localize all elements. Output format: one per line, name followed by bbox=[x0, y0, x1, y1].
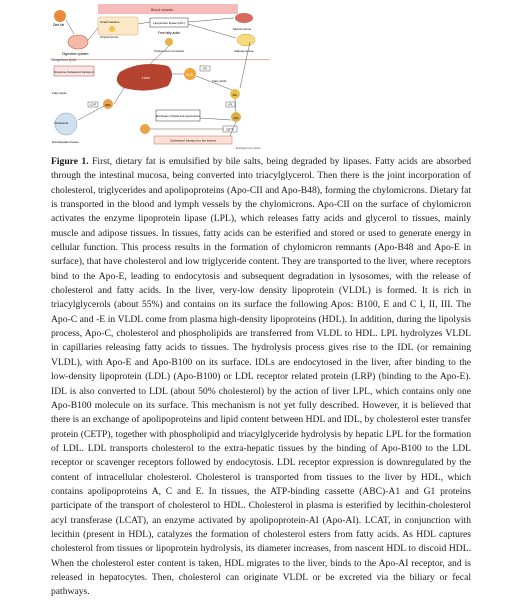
exchange-label: Exchange of lipids and apoproteins bbox=[156, 114, 200, 118]
figure-caption-text: First, dietary fat is emulsified by bile salts, being degraded by lipases. Fatty acids are absorbed through the intestinal mucosa, being converted into triacylglycerol. Then there is the joint incorporation of cholesterol, triglycerides and apolipoproteins (Apo-CII and Apo-B48), forming the chylomicrons. Dietary fat is transported in the blood and lymph vessels by the chylomicrons. Apo-CII on the surface of chylomicron activates the enzyme lipoprotein lipase (LPL), which releases fatty acids and glycerol to tissues, mainly muscle and adipose tissues. In tissues, fatty acids can be esterified and stored or used to generate energy in cellular function. This process results in the formation of chylomicron remnants (Apo-B48 and Apo-E in surface), that have cholesterol and low triglyceride content. They are transported to the liver, where receptors bind to the Apo-E, leading to endocytosis and subsequent degradation in lysosomes, with the release of cholesterol and fatty acids. In the liver, very-low density lipoprotein (VLDL) is formed. It is rich in triacylglycerols (about 55%) and contains on its surface the following Apos: B100, E and C I, II, III. The Apo-C and -E in VLDL come from plasma high-density lipoproteins (HDL). In addition, during the lipolysis process, Apo-C, cholesterol and phospholipids are transferred from VLDL to HDL. LPL hydrolyzes VLDL in capillaries releasing fatty acids to tissues. The hydrolysis process gives rise to the IDL (or remaining VLDL), with Apo-E and Apo-B100 on its surface. IDLs are endocytosed in the liver, after binding to the low-density lipoprotein (LDL) (Apo-B100) or LDL receptor related protein (LRP) (binding to the Apo-E). IDL is also converted to LDL (about 50% cholesterol) by the action of liver LPL, which contains only one Apo-B100 molecule on its surface. This mechanism is not yet fully described. However, it is believed that there is an exchange of apolipoproteins and lipid content between HDL and IDL, by cholesterol ester transfer protein (CETP), together with phospholipid and triacylglyceride hydrolysis by hepatic LPL for the formation of LDL. LDL transports cholesterol to the extra-hepatic tissues by the binding of Apo-B100 to the LDL receptor or scavenger receptors followed by endocytosis. LDL receptor expression is downregulated by the content of intracellular cholesterol. Cholesterol is transported from tissues to the liver by HDL, which contains apolipoproteins A, C and E. In tissues, the ATP-binding cassette (ABC)-A1 and G1 proteins participate of the transport of cholesterol to HDL. Cholesterol in plasma is esterified by lecithin-cholesterol acyl transferase (LCAT), an enzyme activated by apolipoprotein-AI (Apo-AI). LCAT, in conjunction with lecithin (present in HDL), catalyzes the formation of cholesterol esters from fatty acids. As HDL captures cholesterol from tissues or lipoprotein hydrolysis, its diameter increases, from nascent HDL to discoid HDL. When the cholesterol ester content is taken, HDL migrates to the liver, binds to the Apo-AI receptor, and is released in hepatocytes. Then, cholesterol can originate VLDL or be excreted via the biliary or fecal pathways. bbox=[51, 156, 471, 598]
figure-caption bbox=[51, 155, 471, 600]
cetp-label: CETP bbox=[226, 127, 234, 132]
free-fatty-acids-label: Free fatty acids bbox=[158, 31, 180, 35]
digestive-system-icon bbox=[68, 35, 88, 49]
separator-line bbox=[50, 59, 270, 60]
reverse-transport-label: Reverse cholesterol transport bbox=[54, 70, 94, 74]
exogenous-lipids-label: Exogenous lipids bbox=[52, 58, 77, 62]
cholesterol-transport-label: Cholesterol transport to the tissues bbox=[169, 138, 217, 143]
blood-vessels-label: Blood vessels bbox=[150, 8, 174, 12]
lipoprotein-metabolism-figure bbox=[50, 2, 270, 152]
vldl-label: VLDL bbox=[186, 73, 194, 77]
fatty-acids-label: Fatty acids bbox=[212, 79, 227, 83]
hdl-icon-2 bbox=[140, 124, 150, 134]
muscle-tissue-icon bbox=[235, 13, 253, 23]
hdl-label: HDL bbox=[104, 103, 112, 107]
lpl-tag-1-label: LPL bbox=[202, 67, 208, 71]
digestive-system-label: Digestive system bbox=[62, 52, 89, 56]
chylomicron-remnant-icon bbox=[165, 38, 173, 46]
ldl-label: LDL bbox=[233, 116, 239, 120]
muscle-tissue-label: Muscle tissue bbox=[233, 27, 252, 31]
chylomicron-remnants-label: Chylomicron remnants bbox=[154, 49, 185, 53]
small-intestine-label: Small intestine bbox=[100, 20, 120, 24]
adipose-tissue-label: Adipose tissue bbox=[234, 49, 254, 53]
endogenous-lipids-label: Endogenous lipids bbox=[236, 146, 261, 150]
chylomicron-icon bbox=[109, 26, 115, 32]
idl-label: IDL bbox=[232, 93, 238, 97]
liver-label: Liver bbox=[142, 76, 150, 80]
lpl-label: Lipoprotein lipase (LPL) bbox=[153, 21, 185, 25]
diet-fat-label: Diet fat bbox=[53, 23, 65, 27]
lcat-label: LCAT bbox=[89, 103, 97, 107]
cholesterol-label: Cholesterol bbox=[54, 121, 69, 125]
fatty-acids-label-2: Fatty acids bbox=[52, 91, 67, 95]
extrahepatic-label: Extrahepatic tissues bbox=[52, 140, 79, 144]
lpl-tag-2-label: LPL bbox=[228, 103, 233, 107]
figure-label: Figure 1. bbox=[51, 156, 89, 167]
chylomicrons-label: Chylomicrons bbox=[100, 35, 119, 39]
adipose-tissue-icon bbox=[237, 34, 255, 46]
diet-fat-icon bbox=[54, 10, 66, 22]
